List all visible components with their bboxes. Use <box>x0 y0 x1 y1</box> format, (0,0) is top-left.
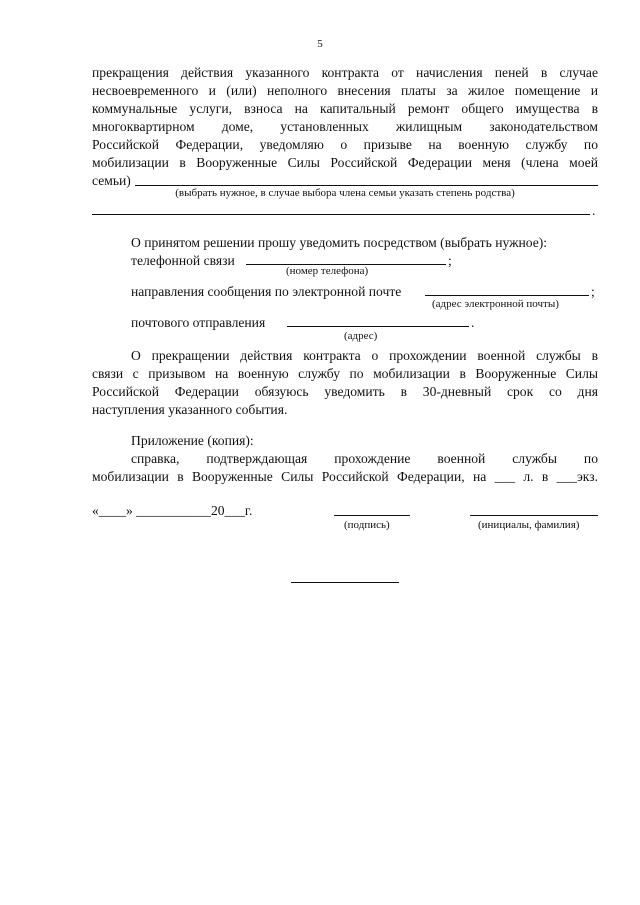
signature-field[interactable] <box>334 515 410 516</box>
paragraph-line: мобилизации в Вооруженные Силы Российской Федерации меня (члена моей <box>92 155 598 170</box>
paragraph-line: О прекращении действия контракта о прохождении военной службы в <box>131 348 598 363</box>
attachment-line: мобилизации в Вооруженные Силы Российской Федерации, на ___ л. в ___экз. <box>92 469 598 484</box>
attachment-heading: Приложение (копия): <box>131 433 254 448</box>
date-line[interactable]: «____» ___________20___г. <box>92 503 253 518</box>
paragraph-line: прекращения действия указанного контракта от начисления пеней в случае <box>92 65 598 80</box>
paragraph-line: связи с призывом на военную службу по мобилизации в Вооруженные Силы <box>92 366 598 381</box>
paragraph-line: несвоевременного и (или) неполного внесения платы за жилое помещение и <box>92 83 598 98</box>
attachment-line: справка, подтверждающая прохождение военной службы по <box>131 451 598 466</box>
email-label: направления сообщения по электронной почте <box>131 284 402 299</box>
family-member-hint: (выбрать нужное, в случае выбора члена семьи указать степень родства) <box>175 187 515 199</box>
post-field[interactable] <box>287 326 469 327</box>
post-hint: (адрес) <box>344 330 378 342</box>
signature-hint: (подпись) <box>344 519 390 531</box>
paragraph-line: наступления указанного события. <box>92 402 288 417</box>
relationship-field[interactable] <box>92 214 590 215</box>
paragraph-line: Российской Федерации обязуюсь уведомить в 30-дневный срок со дня <box>92 384 598 399</box>
paragraph-line: коммунальные услуги, взноса на капитальный ремонт общего имущества в <box>92 101 598 116</box>
paragraph-line: многоквартирном доме, установленных жилищным законодательством <box>92 119 598 134</box>
paragraph-line: Российской Федерации, уведомляю о призыве на военную службу по <box>92 137 598 152</box>
name-field[interactable] <box>470 515 598 516</box>
notify-intro: О принятом решении прошу уведомить посредством (выбрать нужное): <box>131 235 548 250</box>
family-member-field[interactable] <box>135 185 598 186</box>
post-label: почтового отправления <box>131 315 266 330</box>
paragraph-line: семьи) <box>92 173 131 188</box>
phone-label: телефонной связи <box>131 253 235 268</box>
post-end: . <box>471 315 475 330</box>
email-end: ; <box>591 284 595 299</box>
relationship-period: . <box>592 203 596 218</box>
end-separator <box>291 582 399 583</box>
phone-end: ; <box>448 253 452 268</box>
email-hint: (адрес электронной почты) <box>432 298 559 310</box>
email-field[interactable] <box>425 295 589 296</box>
phone-hint: (номер телефона) <box>286 265 369 277</box>
page-number: 5 <box>317 38 323 50</box>
name-hint: (инициалы, фамилия) <box>478 519 580 531</box>
